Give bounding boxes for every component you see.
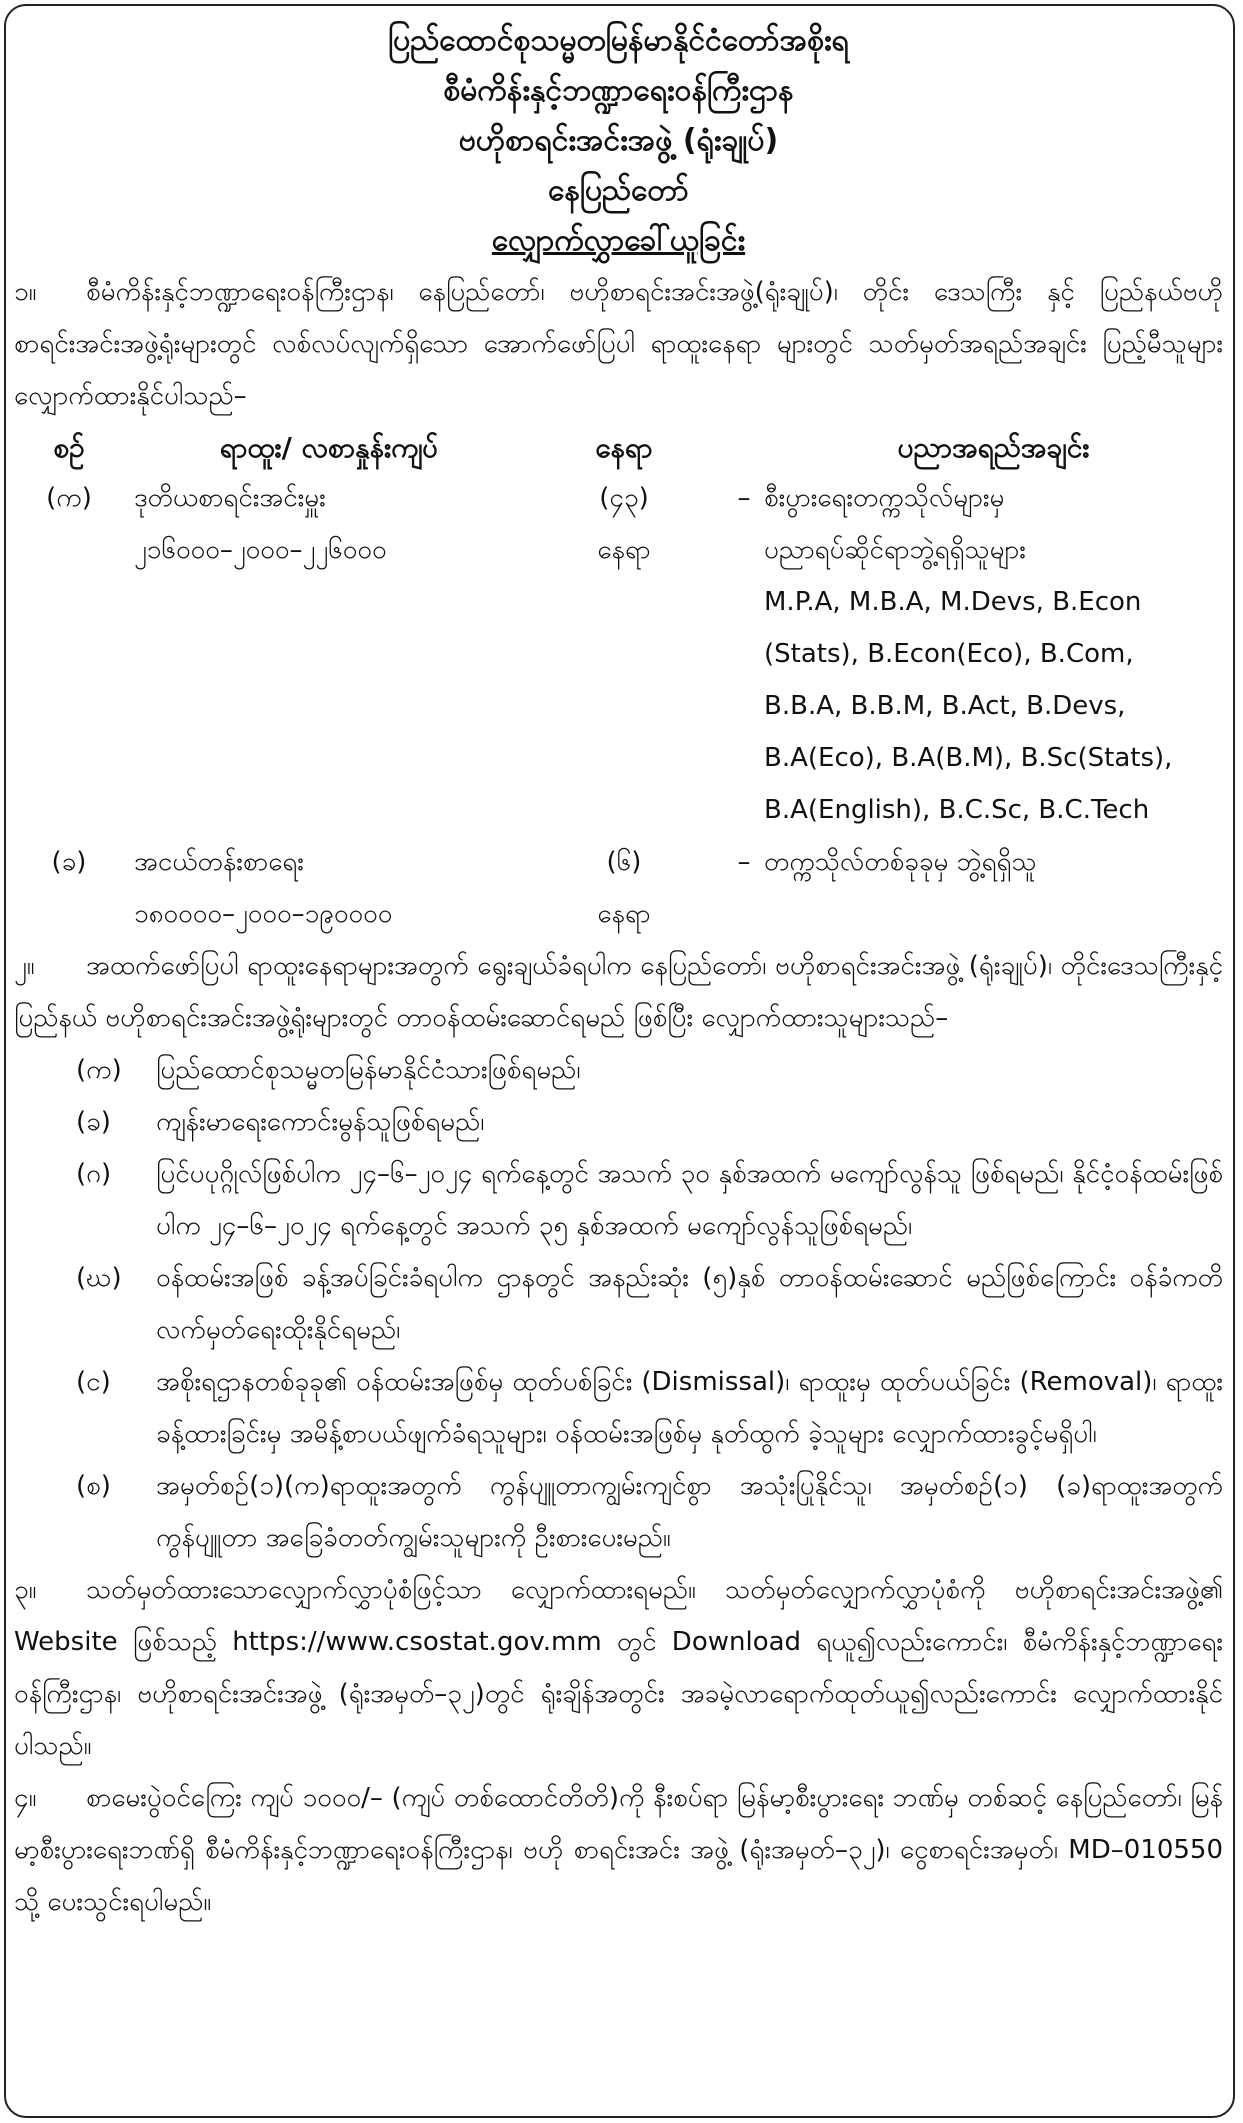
- header-vacancy: နေရာ: [595, 431, 653, 464]
- row-post: အငယ်တန်းစာရေး: [134, 847, 304, 877]
- item-text: ပြင်ပပုဂ္ဂိုလ်ဖြစ်ပါက ၂၄–၆–၂၀၂၄ ရက်နေ့တွင် အသက် ၃၀ နှစ်အထက် မကျော်လွန်သူ ဖြစ်ရမည်၊ နိုင်ငံ့ဝန်ထမ်းဖြစ်ပါက ၂၄–၆–၂၀၂၄ ရက်နေ့တွင် အသက် ၃၅ နှစ်အထက် မကျော်လွန်သူဖြစ်ရမည်၊: [156, 1159, 1223, 1241]
- heading-title: လျှောက်လွှာခေါ်ယူခြင်း: [491, 223, 746, 258]
- list-item: [76, 1252, 1223, 1356]
- item-label: (င): [76, 1367, 111, 1397]
- item-text: ပြည်ထောင်စုသမ္မတမြန်မာနိုင်ငံသားဖြစ်ရမည်၊: [156, 1055, 581, 1085]
- qualification-line: B.B.A, B.B.M, B.Act, B.Devs,: [764, 691, 1126, 721]
- table-header-row: [14, 424, 1223, 472]
- item-label: (ဂ): [76, 1159, 112, 1189]
- header-block: [14, 16, 1223, 266]
- row-vacancy: (၄၃): [599, 483, 649, 513]
- header-serial: စဉ်: [53, 431, 85, 464]
- header-post-salary: ရာထူး/ လစာနှုန်းကျပ်: [219, 431, 439, 464]
- row-qualification: [764, 836, 1223, 940]
- section-text: စာမေးပွဲဝင်ကြေး ကျပ် ၁၀၀၀/– (ကျပ် တစ်ထောင်တိတိ)ကို နီးစပ်ရာ မြန်မာ့စီးပွားရေး ဘဏ်မှ တစ်ဆင့် နေပြည်တော်၊ မြန်မာ့စီးပွားရေးဘဏ်ရှိ စီမံကိန်းနှင့်ဘဏ္ဍာရေးဝန်ကြီးဌာန၊ ဗဟို စာရင်းအင်း အဖွဲ့ (ရုံးအမှတ်–၃၂)၊ ငွေစာရင်းအမှတ်၊ MD–010550 သို့ ပေးသွင်းရပါမည်။: [14, 1783, 1224, 1917]
- item-text: အမှတ်စဉ်(၁)(က)ရာထူးအတွက် ကွန်ပျူတာကျွမ်းကျင်စွာ အသုံးပြုနိုင်သူ၊ အမှတ်စဉ်(၁) (ခ)ရာထူးအတွက် ကွန်ပျူတာ အခြေခံတတ်ကျွမ်းသူများကို ဦးစားပေးမည်။: [156, 1471, 1223, 1553]
- announcement-frame: [4, 4, 1235, 2118]
- item-label: (ဃ): [76, 1263, 122, 1293]
- section-3: [14, 1564, 1223, 1772]
- heading-ministry: စီမံကိန်းနှင့်ဘဏ္ဍာရေးဝန်ကြီးဌာန: [443, 73, 794, 108]
- row-post: ဒုတိယစာရင်းအင်းမှူး: [134, 483, 326, 513]
- heading-location: နေပြည်တော်: [548, 173, 689, 208]
- requirements-list: [14, 1044, 1223, 1564]
- section-text: အထက်ဖော်ပြပါ ရာထူးနေရာများအတွက် ရွေးချယ်ခံရပါက နေပြည်တော်၊ ဗဟိုစာရင်းအင်းအဖွဲ့ (ရုံးချုပ်)၊ တိုင်းဒေသကြီးနှင့် ပြည်နယ် ဗဟိုစာရင်းအင်းအဖွဲ့ရုံးများတွင် တာဝန်ထမ်းဆောင်ရမည် ဖြစ်ပြီး လျှောက်ထားသူများသည်–: [14, 951, 1223, 1033]
- section-number: ၃။: [14, 1575, 37, 1605]
- list-item: [76, 1096, 1223, 1148]
- announcement-content: [14, 16, 1223, 1928]
- section-2: [14, 940, 1223, 1044]
- row-dash: –: [737, 483, 751, 513]
- qualification-line: တက္ကသိုလ်တစ်ခုခုမှ ဘွဲ့ရရှိသူ: [764, 847, 1037, 877]
- section-number: ၂။: [14, 951, 35, 981]
- section-text: သတ်မှတ်ထားသောလျှောက်လွှာပုံစံဖြင့်သာ လျှောက်ထားရမည်။ သတ်မှတ်လျှောက်လွှာပုံစံကို ဗဟိုစာရင်းအင်းအဖွဲ့၏ Website ဖြစ်သည့် https://www.csostat.gov.mm တွင် Download ရယူ၍လည်းကောင်း၊ စီမံကိန်းနှင့်ဘဏ္ဍာရေးဝန်ကြီးဌာန၊ ဗဟိုစာရင်းအင်းအဖွဲ့ (ရုံးအမှတ်–၃၂)တွင် ရုံးချိန်အတွင်း အခမဲ့လာရောက်ထုတ်ယူ၍လည်းကောင်း လျှောက်ထားနိုင်ပါသည်။: [14, 1575, 1223, 1761]
- list-item: [76, 1356, 1223, 1460]
- header-qualification: ပညာအရည်အချင်း: [897, 431, 1090, 464]
- item-text: ဝန်ထမ်းအဖြစ် ခန့်အပ်ခြင်းခံရပါက ဌာနတွင် အနည်းဆုံး (၅)နှစ် တာဝန်ထမ်းဆောင် မည်ဖြစ်ကြောင်း ဝန်ခံကတိလက်မှတ်ရေးထိုးနိုင်ရမည်၊: [156, 1263, 1223, 1345]
- row-serial: (က): [46, 483, 92, 513]
- row-dash: –: [737, 847, 751, 877]
- section-number: ၁။: [14, 277, 37, 307]
- positions-table: [14, 424, 1223, 940]
- table-row: [14, 836, 1223, 940]
- item-text: အစိုးရဌာနတစ်ခုခု၏ ဝန်ထမ်းအဖြစ်မှ ထုတ်ပစ်ခြင်း (Dismissal)၊ ရာထူးမှ ထုတ်ပယ်ခြင်း (Removal)၊ ရာထူးခန့်ထားခြင်းမှ အမိန့်စာပယ်ဖျက်ခံရသူများ၊ ဝန်ထမ်းအဖြစ်မှ နုတ်ထွက် ခဲ့သူများ လျှောက်ထားခွင့်မရှိပါ၊: [156, 1367, 1223, 1449]
- qualification-line: B.A(English), B.C.Sc, B.C.Tech: [764, 795, 1150, 825]
- section-text: စီမံကိန်းနှင့်ဘဏ္ဍာရေးဝန်ကြီးဌာန၊ နေပြည်တော်၊ ဗဟိုစာရင်းအင်းအဖွဲ့(ရုံးချုပ်)၊ တိုင်း ဒေသကြီး နှင့် ပြည်နယ်ဗဟိုစာရင်းအင်းအဖွဲ့ရုံးများတွင် လစ်လပ်လျက်ရှိသော အောက်ဖော်ပြပါ ရာထူးနေရာ များတွင် သတ်မှတ်အရည်အချင်း ပြည့်မီသူများ လျှောက်ထားနိုင်ပါသည်–: [14, 277, 1223, 411]
- heading-government: ပြည်ထောင်စုသမ္မတမြန်မာနိုင်ငံတော်အစိုးရ: [388, 23, 849, 58]
- row-serial: (ခ): [51, 847, 87, 877]
- item-label: (စ): [76, 1471, 111, 1501]
- section-4: [14, 1772, 1223, 1928]
- row-vacancy-unit: နေရာ: [597, 899, 651, 929]
- row-qualification: [764, 472, 1223, 836]
- list-item: [76, 1460, 1223, 1564]
- section-number: ၄။: [14, 1783, 37, 1813]
- table-row: [14, 472, 1223, 836]
- item-label: (ခ): [76, 1107, 111, 1137]
- qualification-line: (Stats), B.Econ(Eco), B.Com,: [764, 639, 1134, 669]
- heading-organization: ဗဟိုစာရင်းအင်းအဖွဲ့ (ရုံးချုပ်): [458, 123, 779, 158]
- item-label: (က): [76, 1055, 122, 1085]
- row-vacancy-unit: နေရာ: [597, 535, 651, 565]
- list-item: [76, 1148, 1223, 1252]
- qualification-line: ပညာရပ်ဆိုင်ရာဘွဲ့ရရှိသူများ: [764, 535, 1026, 565]
- row-salary: ၂၁၆၀၀၀–၂၀၀၀–၂၂၆၀၀၀: [134, 535, 387, 565]
- row-salary: ၁၈၀၀၀၀–၂၀၀၀–၁၉၀၀၀၀: [134, 899, 393, 929]
- qualification-line: B.A(Eco), B.A(B.M), B.Sc(Stats),: [764, 743, 1173, 773]
- qualification-line: စီးပွားရေးတက္ကသိုလ်များမှ: [764, 483, 1005, 513]
- qualification-line: M.P.A, M.B.A, M.Devs, B.Econ: [764, 587, 1142, 617]
- section-1: [14, 266, 1223, 422]
- list-item: [76, 1044, 1223, 1096]
- item-text: ကျန်းမာရေးကောင်းမွန်သူဖြစ်ရမည်၊: [156, 1107, 485, 1137]
- row-vacancy: (၆): [606, 847, 642, 877]
